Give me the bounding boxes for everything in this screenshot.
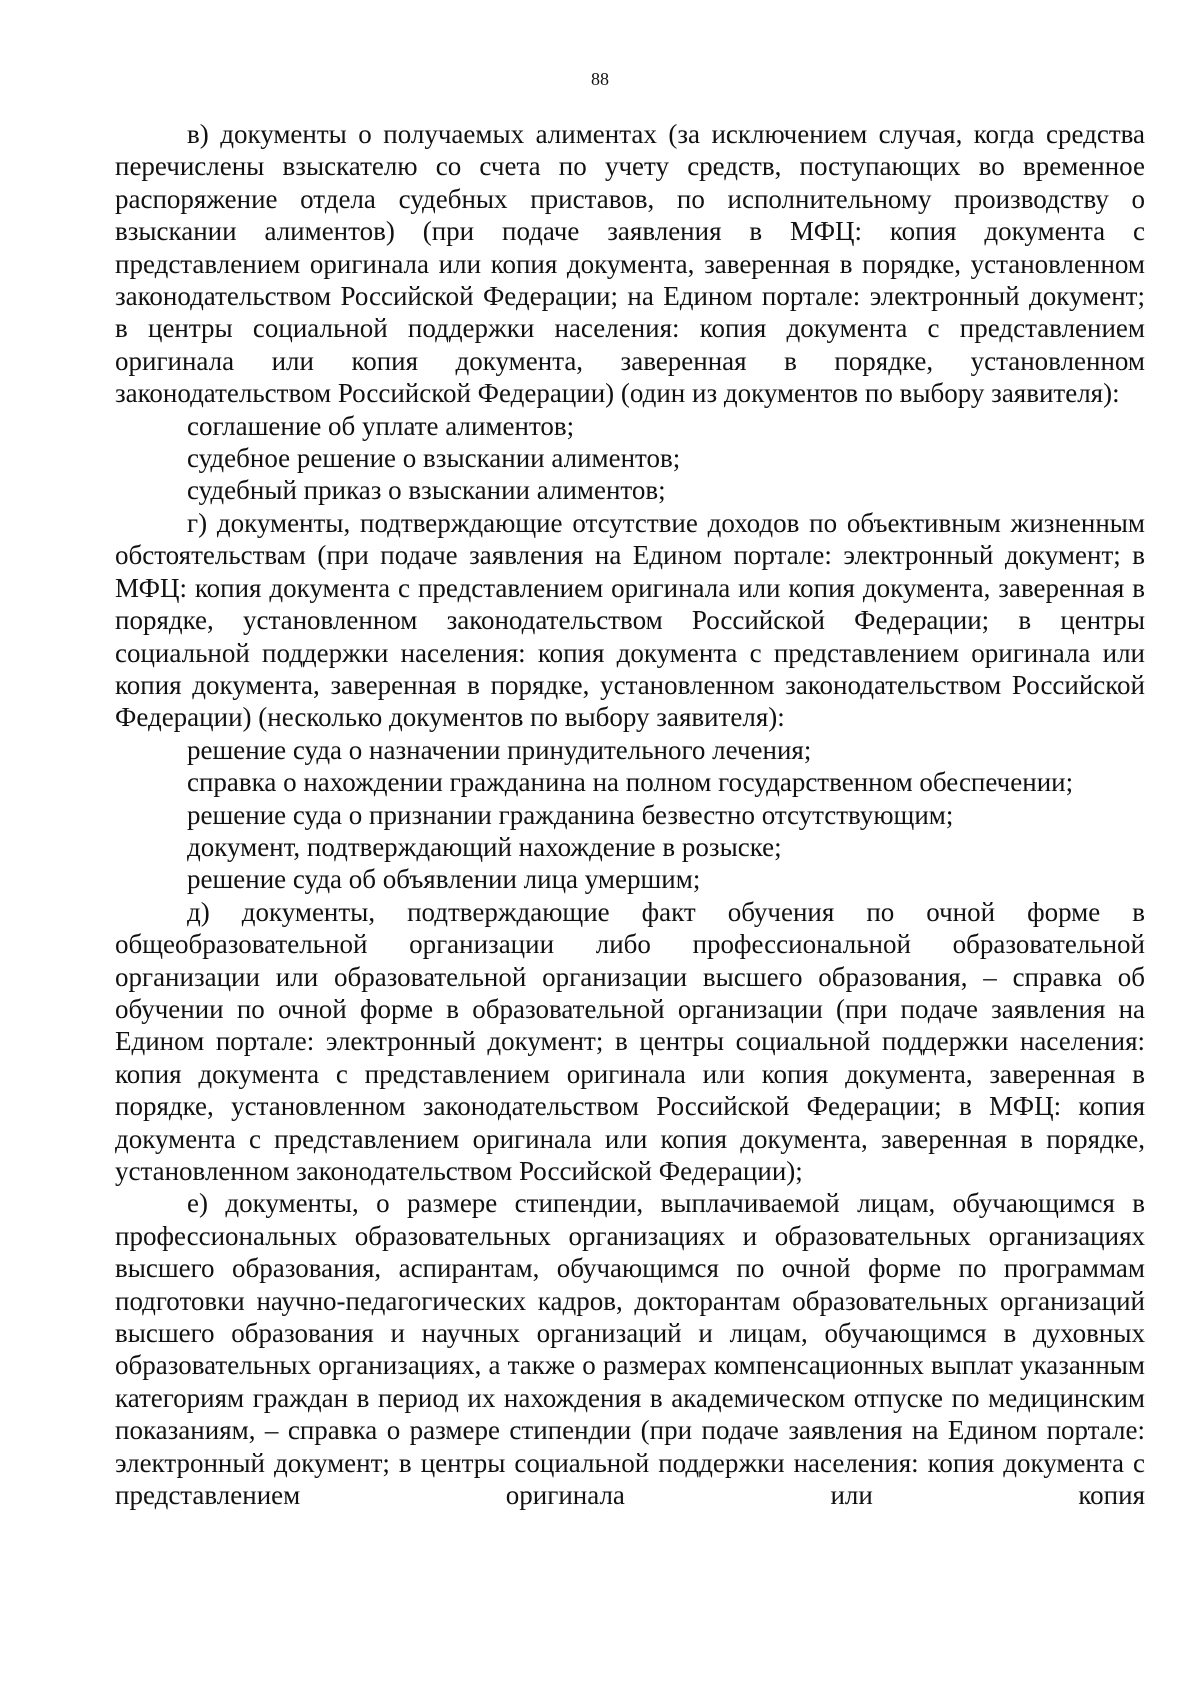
list-item: решение суда о признании гражданина безвестно отсутствующим; [187,799,954,830]
paragraph-e: е) документы, о размере стипендии, выплачиваемой лицам, обучающимся в профессиональных образовательных организациях и образовательных организациях высшего образования, аспирантам, обучающимся по очной форме по программам подготовки научно-педагогических кадров, докторантам образовательных организаций высшего образования и научных организаций и лицам, обучающимся в духовных образовательных организациях, а также о размерах компенсационных выплат указанным категориям граждан в период их нахождения в академическом отпуске по медицинским показаниям, – справка о размере стипендии (при подаче заявления на Едином портале: электронный документ; в центры социальной поддержки населения: копия документа с представлением оригинала или копия [115,1188,1145,1511]
page-number: 88 [591,69,609,89]
list-item: решение суда об объявлении лица умершим; [187,864,701,895]
document-body [115,118,1145,1511]
list-item: решение суда о назначении принудительного лечения; [187,734,812,765]
list-item: справка о нахождении гражданина на полном государственном обеспечении; [187,767,1074,798]
paragraph-g: г) документы, подтверждающие отсутствие доходов по объективным жизненным обстоятельствам (при подаче заявления на Едином портале: электронный документ; в МФЦ: копия документа с представлением оригинала или копия документа, заверенная в порядке, установленном законодательством Российской Федерации; в центры социальной поддержки населения: копия документа с представлением оригинала или копия документа, заверенная в порядке, установленном законодательством Российской Федерации) (несколько документов по выбору заявителя): [115,507,1145,733]
paragraph-v: в) документы о получаемых алиментах (за исключением случая, когда средства перечислены взыскателю со счета по учету средств, поступающих во временное распоряжение отдела судебных приставов, по исполнительному производству о взыскании алиментов) (при подаче заявления в МФЦ: копия документа с представлением оригинала или копия документа, заверенная в порядке, установленном законодательством Российской Федерации; на Едином портале: электронный документ; в центры социальной поддержки населения: копия документа с представлением оригинала или копия документа, заверенная в порядке, установленном законодательством Российской Федерации) (один из документов по выбору заявителя): [115,119,1145,409]
list-item: судебное решение о взыскании алиментов; [187,443,681,474]
paragraph-d: д) документы, подтверждающие факт обучения по очной форме в общеобразовательной организации либо профессиональной образовательной организации или образовательной организации высшего образования, – справка об обучении по очной форме в образовательной организации (при подаче заявления на Едином портале: электронный документ; в центры социальной поддержки населения: копия документа с представлением оригинала или копия документа, заверенная в порядке, установленном законодательством Российской Федерации; в МФЦ: копия документа с представлением оригинала или копия документа, заверенная в порядке, установленном законодательством Российской Федерации); [115,896,1145,1186]
list-item: соглашение об уплате алиментов; [187,410,575,441]
list-item: документ, подтверждающий нахождение в розыске; [187,831,782,862]
list-item: судебный приказ о взыскании алиментов; [187,475,666,506]
